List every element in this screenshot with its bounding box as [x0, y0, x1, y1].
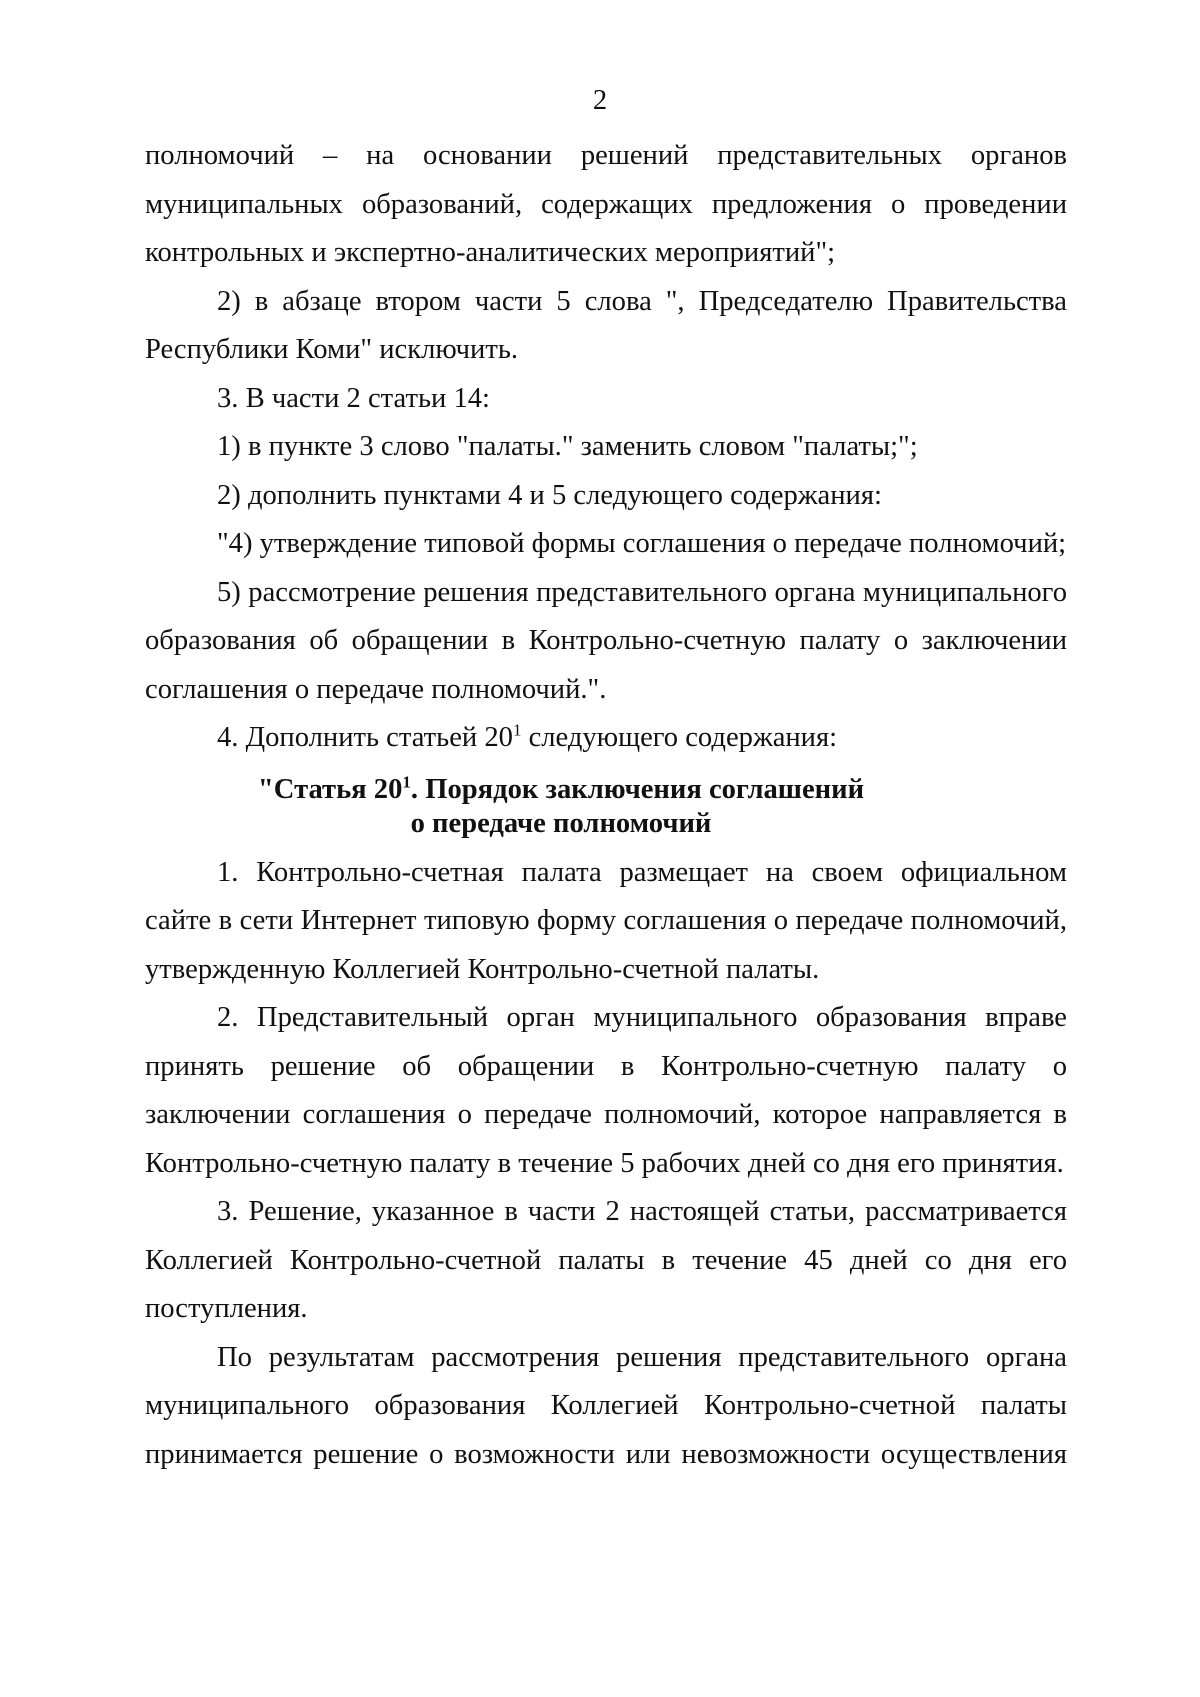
heading-superscript: 1 [402, 771, 411, 791]
page-number: 2 [592, 85, 608, 116]
paragraph: полномочий – на основании решений представительных органов муниципальных образований, содержащих предложения о проведении контрольных и экспертно-аналитических мероприятий"; [145, 140, 1067, 268]
article-heading [145, 773, 1067, 841]
paragraphs-bottom [145, 849, 1067, 1480]
heading-line-1 [145, 773, 977, 807]
paragraph: 2) дополнить пунктами 4 и 5 следующего содержания: [217, 479, 882, 511]
paragraph-item-4 [145, 714, 1067, 763]
paragraph: "4) утверждение типовой формы соглашения о передаче полномочий; [217, 528, 1067, 559]
document-body [145, 132, 1067, 1479]
paragraph: По результатам рассмотрения решения представительного органа муниципального образования Коллегией Контрольно-счетной палаты принимается решение о возможности или невозможности осуществления [145, 1341, 1067, 1470]
item4-prefix: 4. Дополнить статьей 20 [217, 722, 513, 753]
paragraph: 1. Контрольно-счетная палата размещает на своем официальном сайте в сети Интернет типовую форму соглашения о передаче полномочий, утвержденную Коллегией Контрольно-счетной палаты. [145, 856, 1067, 985]
heading-line-2: о передаче полномочий [410, 807, 712, 839]
paragraph: 3. В части 2 статьи 14: [217, 382, 490, 414]
paragraph: 5) рассмотрение решения представительного органа муниципального образования об обращении в Контрольно-счетную палату о заключении соглашения о передаче полномочий.". [145, 576, 1067, 705]
paragraphs-top [145, 132, 1067, 714]
paragraph: 1) в пункте 3 слово "палаты." заменить словом "палаты;"; [217, 431, 918, 462]
item4-suffix: следующего содержания: [521, 722, 838, 753]
heading-line1-prefix: "Статья 20 [257, 773, 403, 805]
item4-superscript: 1 [512, 720, 522, 740]
paragraph: 2) в абзаце втором части 5 слова ", Председателю Правительства Республики Коми" исключить. [145, 285, 1067, 365]
paragraph: 2. Представительный орган муниципального образования вправе принять решение об обращении в Контрольно-счетную палату о заключении соглашения о передаче полномочий, которое направляется в Контрольно-счетную палату в течение 5 рабочих дней со дня его принятия. [145, 1002, 1067, 1179]
paragraph: 3. Решение, указанное в части 2 настоящей статьи, рассматривается Коллегией Контрольно-счетной палаты в течение 45 дней со дня его поступления. [145, 1196, 1067, 1324]
heading-line1-suffix: . Порядок заключения соглашений [410, 773, 865, 805]
